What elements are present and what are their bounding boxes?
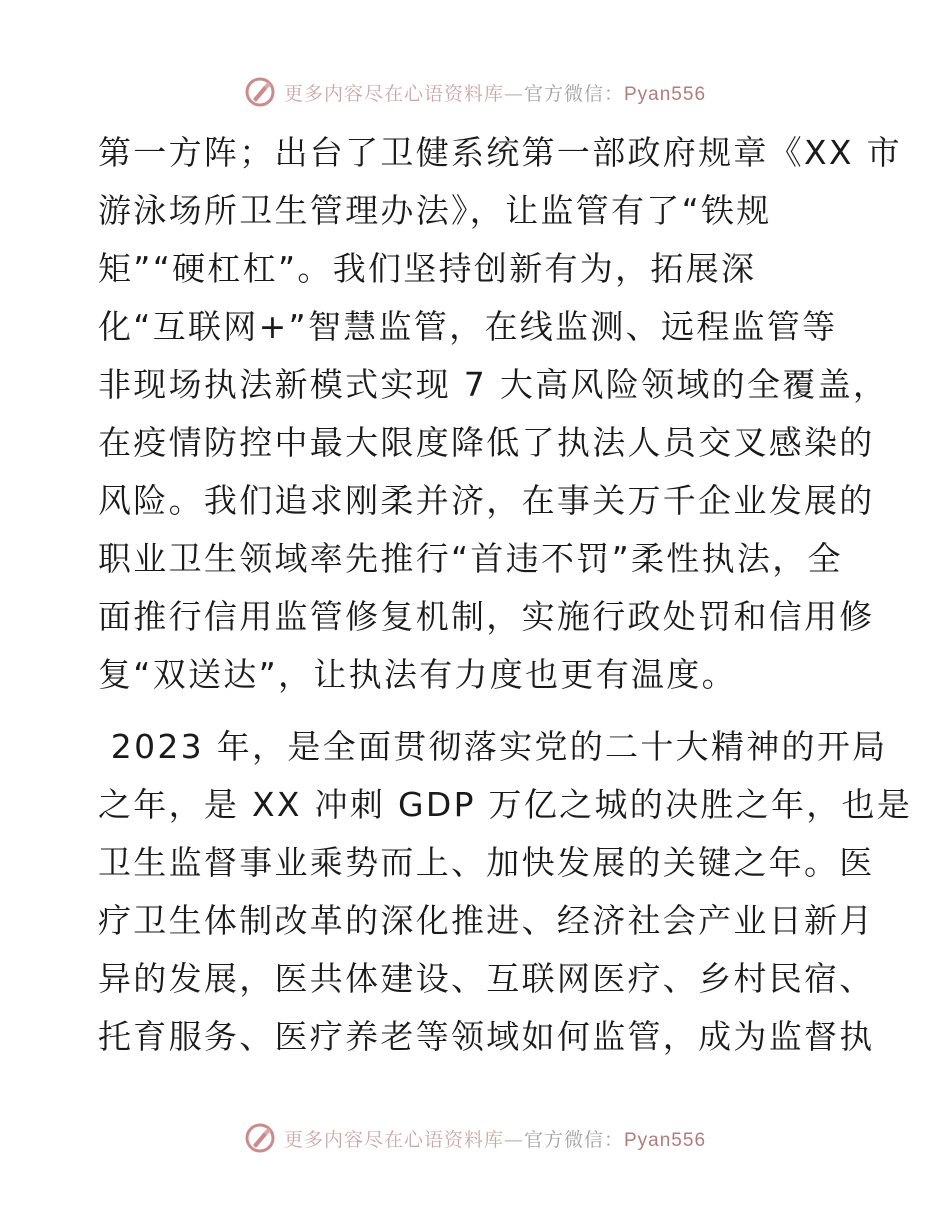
text-line: 矩”“硬杠杠”。我们坚持创新有为，拓展深 xyxy=(98,249,757,288)
text-line: 2023 年，是全面贯彻落实党的二十大精神的开局 xyxy=(98,727,888,766)
text-line: 托育服务、医疗养老等领域如何监管，成为监督执 xyxy=(98,1017,875,1056)
text-line: 化“互联网+”智慧监管，在线监测、远程监管等 xyxy=(98,307,838,346)
footer-banner-separator: — xyxy=(503,1128,524,1151)
paragraph-gap xyxy=(98,704,858,718)
header-banner-secondary: 官方微信： xyxy=(523,82,624,105)
footer-banner-primary: 更多内容尽在心语资料库 xyxy=(283,1128,504,1151)
text-line: 复“双送达”，让执法有力度也更有温度。 xyxy=(98,655,737,694)
pen-logo-icon xyxy=(244,76,276,108)
paragraph-1 xyxy=(98,124,902,704)
footer-banner-secondary: 官方微信： xyxy=(523,1128,624,1151)
body-text xyxy=(98,124,913,1066)
header-banner-wechat-id: Pyan556 xyxy=(624,83,707,105)
header-banner xyxy=(0,72,950,112)
text-line: 第一方阵；出台了卫健系统第一部政府规章《XX 市 xyxy=(98,133,902,172)
header-banner-separator: — xyxy=(503,82,524,105)
text-line: 面推行信用监管修复机制，实施行政处罚和信用修 xyxy=(98,597,875,636)
text-line: 游泳场所卫生管理办法》，让监管有了“铁规 xyxy=(98,191,772,230)
text-line: 疗卫生体制改革的深化推进、经济社会产业日新月 xyxy=(98,901,875,940)
footer-banner-wechat-id: Pyan556 xyxy=(624,1129,707,1151)
text-line: 之年，是 XX 冲刺 GDP 万亿之城的决胜之年，也是 xyxy=(98,785,913,824)
text-line: 异的发展，医共体建设、互联网医疗、乡村民宿、 xyxy=(98,959,875,998)
text-line: 卫生监督事业乘势而上、加快发展的关键之年。医 xyxy=(98,843,875,882)
footer-banner xyxy=(0,1118,950,1158)
footer-banner-text xyxy=(284,1125,706,1152)
text-line: 非现场执法新模式实现 7 大高风险领域的全覆盖， xyxy=(98,365,889,404)
paragraph-2 xyxy=(98,718,913,1066)
header-banner-primary: 更多内容尽在心语资料库 xyxy=(283,82,504,105)
text-line: 职业卫生领域率先推行“首违不罚”柔性执法，全 xyxy=(98,539,843,578)
pen-logo-icon xyxy=(244,1122,276,1154)
text-line: 在疫情防控中最大限度降低了执法人员交叉感染的 xyxy=(98,423,875,462)
text-line: 风险。我们追求刚柔并济，在事关万千企业发展的 xyxy=(98,481,875,520)
header-banner-text xyxy=(284,79,706,106)
